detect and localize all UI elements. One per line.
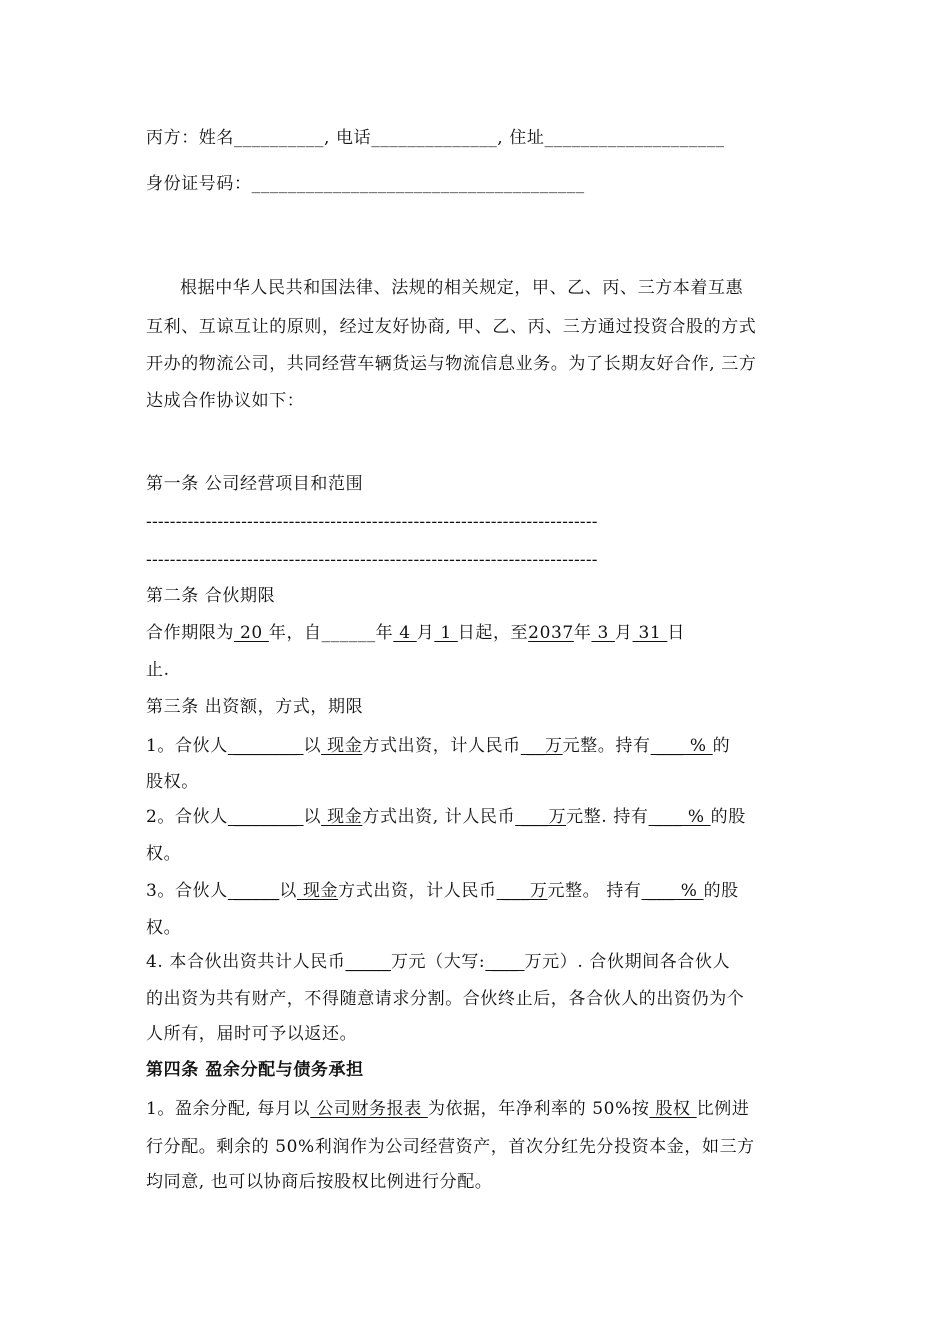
partner-3-percent[interactable]: ___ % bbox=[641, 881, 704, 901]
profit-distribution-label: 1。盈余分配, 每月以 bbox=[146, 1099, 311, 1119]
article-1-title: 第一条 公司经营项目和范围 bbox=[146, 474, 364, 494]
total-capital-line bbox=[146, 950, 806, 974]
article-1-blank-2[interactable]: ---------------------------------------------------------------------------- bbox=[146, 550, 598, 570]
end-month-value[interactable]: 3 bbox=[591, 623, 615, 643]
phone-label: , 电话 bbox=[324, 128, 372, 148]
total-capital-blank[interactable]: _____ bbox=[345, 952, 391, 972]
partner-2-method[interactable]: 现金 bbox=[321, 807, 363, 827]
term-line bbox=[146, 621, 806, 645]
partner-2-line bbox=[146, 805, 806, 829]
total-capital-cn-blank[interactable]: ___ bbox=[485, 952, 525, 972]
start-month-value[interactable]: 4 bbox=[393, 623, 417, 643]
partner-3-amount[interactable]: ___万 bbox=[496, 881, 548, 901]
article-1-blank-1[interactable]: ---------------------------------------------------------------------------- bbox=[146, 512, 598, 532]
partner-3-label: 3。合伙人 bbox=[146, 881, 228, 901]
total-capital-text: 万元（大写: bbox=[390, 952, 486, 972]
intro-line-4: 达成合作协议如下： bbox=[146, 391, 305, 411]
partner-3-text: 方式出资，计人民币 bbox=[338, 881, 497, 901]
profit-distribution-line bbox=[146, 1097, 806, 1121]
partner-3-text-2: 元整。 持有 bbox=[547, 881, 642, 901]
total-capital-line-3: 人所有，届时可予以返还。 bbox=[146, 1024, 358, 1044]
partner-2-percent[interactable]: ___ % bbox=[648, 807, 711, 827]
address-blank[interactable]: ____________________ bbox=[544, 128, 725, 148]
phone-blank[interactable]: ______________ bbox=[371, 128, 498, 148]
partner-2-text-2: 元整. 持有 bbox=[566, 807, 649, 827]
partner-3-line-2: 权。 bbox=[146, 918, 182, 938]
partner-1-line-2: 股权。 bbox=[146, 772, 199, 792]
total-capital-line-2: 的出资为共有财产，不得随意请求分割。合伙终止后，各合伙人的出资仍为个 bbox=[146, 989, 745, 1009]
profit-distribution-text-2: 比例进 bbox=[696, 1099, 750, 1119]
end-year-value[interactable]: 2037 bbox=[528, 623, 574, 643]
intro-line-2: 互利、互谅互让的原则，经过友好协商, 甲、乙、丙、三方通过投资合股的方式 bbox=[146, 317, 757, 337]
term-text-1: 合作期限为 bbox=[146, 623, 234, 643]
total-capital-label: 4. 本合伙出资共计人民币 bbox=[146, 952, 346, 972]
partner-1-by: 以 bbox=[303, 736, 322, 756]
term-text-7: 月 bbox=[614, 623, 633, 643]
term-line-2: 止. bbox=[146, 660, 170, 680]
party-c-name-blank[interactable]: __________ bbox=[234, 128, 324, 148]
id-number-label: 身份证号码： bbox=[146, 174, 252, 194]
term-years-value[interactable]: 20 bbox=[234, 623, 269, 643]
article-4-title: 第四条 盈余分配与债务承担 bbox=[146, 1060, 364, 1080]
party-c-line bbox=[146, 126, 806, 150]
partner-3-text-3: 的股 bbox=[703, 881, 739, 901]
partner-3-by: 以 bbox=[279, 881, 297, 901]
partner-1-label: 1。合伙人 bbox=[146, 736, 228, 756]
article-3-title: 第三条 出资额，方式，期限 bbox=[146, 697, 364, 717]
term-text-4: 月 bbox=[416, 623, 435, 643]
id-number-line bbox=[146, 172, 806, 196]
profit-distribution-line-3: 均同意, 也可以协商后按股权比例进行分配。 bbox=[146, 1172, 493, 1192]
intro-line-1: 根据中华人民共和国法律、法规的相关规定，甲、乙、丙、三方本着互惠 bbox=[180, 278, 744, 298]
partner-1-amount[interactable]: __万 bbox=[520, 736, 563, 756]
partner-1-text-3: 的 bbox=[712, 736, 731, 756]
term-text-6: 年 bbox=[573, 623, 592, 643]
partner-2-by: 以 bbox=[303, 807, 322, 827]
start-year-blank[interactable]: ______ bbox=[321, 623, 376, 643]
end-day-value[interactable]: 31 bbox=[632, 623, 668, 643]
partner-2-text: 方式出资, 计人民币 bbox=[362, 807, 516, 827]
partner-1-text: 方式出资，计人民币 bbox=[362, 736, 521, 756]
intro-line-3: 开办的物流公司，共同经营车辆货运与物流信息业务。为了长期友好合作, 三方 bbox=[146, 354, 757, 374]
term-text-3: 年 bbox=[375, 623, 394, 643]
partner-2-name-blank[interactable]: _______ bbox=[227, 807, 304, 827]
partner-3-method[interactable]: 现金 bbox=[296, 881, 339, 901]
profit-distribution-text: 为依据，年净利率的 50%按 bbox=[427, 1099, 650, 1119]
start-day-value[interactable]: 1 bbox=[434, 623, 458, 643]
term-text-5: 日起，至 bbox=[457, 623, 529, 643]
profit-ratio-basis[interactable]: 股权 bbox=[649, 1099, 697, 1119]
partner-3-name-blank[interactable]: _____ bbox=[227, 881, 280, 901]
term-text-8: 日 bbox=[667, 623, 685, 643]
party-c-label: 丙方：姓名 bbox=[146, 128, 234, 148]
partner-1-percent[interactable]: ___ % bbox=[650, 736, 713, 756]
address-label: , 住址 bbox=[497, 128, 545, 148]
partner-3-line bbox=[146, 879, 806, 903]
term-text-2: 年，自 bbox=[268, 623, 322, 643]
article-2-title: 第二条 合伙期限 bbox=[146, 586, 276, 606]
id-number-blank[interactable]: _____________________________________ bbox=[251, 174, 585, 194]
partner-2-text-3: 的股 bbox=[710, 807, 746, 827]
profit-distribution-line-2: 行分配。剩余的 50%利润作为公司经营资产，首次分红先分投资本金，如三方 bbox=[146, 1137, 755, 1157]
partner-1-text-2: 元整。持有 bbox=[562, 736, 651, 756]
partner-2-line-2: 权。 bbox=[146, 844, 182, 864]
partner-2-label: 2。合伙人 bbox=[146, 807, 228, 827]
partner-2-amount[interactable]: ___万 bbox=[515, 807, 567, 827]
partner-1-name-blank[interactable]: _______ bbox=[227, 736, 304, 756]
partner-1-method[interactable]: 现金 bbox=[321, 736, 363, 756]
profit-basis[interactable]: 公司财务报表 bbox=[310, 1099, 428, 1119]
partner-1-line bbox=[146, 734, 806, 758]
total-capital-text-2: 万元）. 合伙期间各合伙人 bbox=[524, 952, 731, 972]
